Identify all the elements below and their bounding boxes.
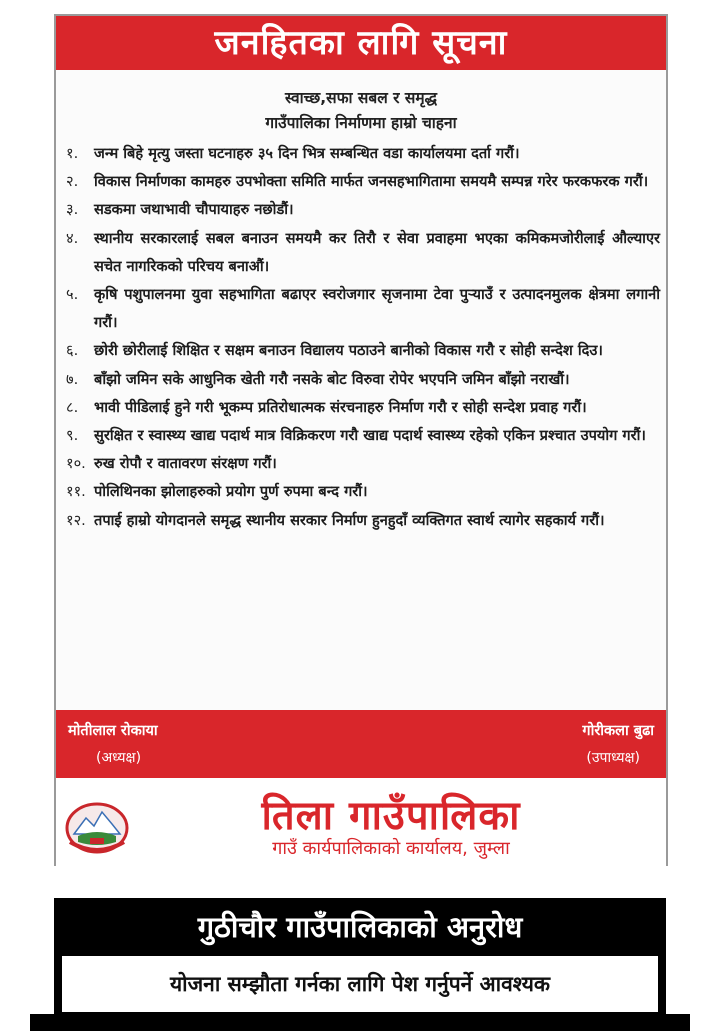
notice-title: जनहितका लागि सूचना bbox=[56, 16, 666, 70]
item-number: ४. bbox=[66, 229, 79, 247]
item-text: जन्म बिहे मृत्यु जस्ता घटनाहरु ३५ दिन भित्र सम्बन्धित वडा कार्यालयमा दर्ता गरौं। bbox=[94, 145, 520, 162]
item-text: बाँझो जमिन सके आधुनिक खेती गरौ नसके बोट विरुवा रोपेर भएपनि जमिन बाँझो नराखौं। bbox=[94, 370, 570, 388]
signature-bar bbox=[56, 710, 666, 778]
list-item bbox=[64, 196, 660, 224]
item-text: स्थानीय सरकारलाई सबल बनाउन समयमै कर तिरौ र सेवा प्रवाहमा भएका कमिकमजोरीलाई औल्याएर सचेत नागरिकको परिचय बनाऔं। bbox=[94, 229, 660, 275]
item-number: १२. bbox=[66, 511, 86, 529]
list-item bbox=[64, 507, 660, 535]
item-text: कृषि पशुपालनमा युवा सहभागिता बढाएर स्वरोजगार सृजनामा टेवा पुऱ्याउँ र उत्पादनमुलक क्षेत्रमा लगानी गरौं। bbox=[94, 286, 660, 332]
organization-block bbox=[56, 778, 666, 866]
list-item bbox=[64, 422, 660, 450]
list-item bbox=[64, 450, 660, 478]
item-number: ६. bbox=[66, 342, 79, 360]
item-text: भावी पीडिलाई हुने गरी भूकम्प प्रतिरोधात्मक संरचनाहरु निर्माण गरौ र सोही सन्देश प्रवाह गरौं। bbox=[94, 398, 587, 416]
item-number: ७. bbox=[66, 370, 79, 388]
chairperson-role: (अध्यक्ष) bbox=[96, 750, 142, 766]
request-title: गुठीचौर गाउँपालिकाको अनुरोध bbox=[197, 910, 523, 944]
item-text: सडकमा जथाभावी चौपायाहरु नछोडौं। bbox=[94, 201, 294, 219]
item-number: १०. bbox=[66, 455, 86, 473]
item-text: रुख रोपौ र वातावरण संरक्षण गरौं। bbox=[94, 455, 277, 473]
list-item bbox=[64, 478, 660, 506]
list-item bbox=[64, 366, 660, 394]
item-number: ५. bbox=[66, 286, 79, 304]
item-number: १. bbox=[66, 145, 79, 162]
item-text: विकास निर्माणका कामहरु उपभोक्ता समिति मार्फत जनसहभागितामा समयमै सम्पन्न गरेर फरकफरक गरौं। bbox=[94, 173, 649, 191]
item-text: पोलिथिनका झोलाहरुको प्रयोग पुर्ण रुपमा बन्द गरौं। bbox=[94, 483, 368, 501]
list-item bbox=[64, 394, 660, 422]
organization-office: गाउँ कार्यपालिकाको कार्यालय, जुम्ला bbox=[272, 838, 510, 859]
subheading-line-1: स्वाच्छ,सफा सबल र समृद्ध bbox=[284, 89, 438, 107]
notice-poster bbox=[54, 14, 668, 866]
item-number: ९. bbox=[66, 427, 79, 445]
item-number: ३. bbox=[66, 201, 79, 219]
item-text: तपाई हाम्रो योगदानले समृद्ध स्थानीय सरकार निर्माण हुनहुदाँ व्यक्तिगत स्वार्थ त्यागेर सहकार्य गरौं। bbox=[94, 511, 605, 529]
list-item bbox=[64, 281, 660, 337]
bottom-strip bbox=[30, 1014, 690, 1031]
item-number: २. bbox=[66, 173, 79, 191]
vice-chairperson-role: (उपाध्यक्ष) bbox=[586, 750, 640, 766]
subheading-line-2: गाउँपालिका निर्माणमा हाम्रो चाहना bbox=[265, 114, 457, 132]
item-text: छोरी छोरीलाई शिक्षित र सक्षम बनाउन विद्यालय पठाउने बानीको विकास गरौ र सोही सन्देश दिउ। bbox=[94, 342, 603, 360]
list-item bbox=[64, 168, 660, 196]
list-item bbox=[64, 337, 660, 365]
request-banner bbox=[54, 898, 666, 1018]
item-number: ११. bbox=[66, 483, 86, 501]
request-text: योजना सम्झौता गर्नका लागि पेश गर्नुपर्ने आवश्यक bbox=[62, 956, 658, 1012]
notice-list bbox=[64, 140, 660, 535]
item-text: सुरक्षित र स्वास्थ्य खाद्य पदार्थ मात्र विक्रिकरण गरौ खाद्य पदार्थ स्वास्थ्य रहेको एकिन प्रश्चात उपयोग गरौं। bbox=[94, 427, 646, 445]
item-number: ८. bbox=[66, 398, 79, 416]
chairperson-name: मोतीलाल रोकाया bbox=[68, 723, 158, 739]
list-item bbox=[64, 225, 660, 281]
list-item bbox=[64, 140, 660, 168]
organization-name: तिला गाउँपालिका bbox=[261, 793, 521, 839]
vice-chairperson-name: गोरीकला बुढा bbox=[582, 723, 654, 739]
